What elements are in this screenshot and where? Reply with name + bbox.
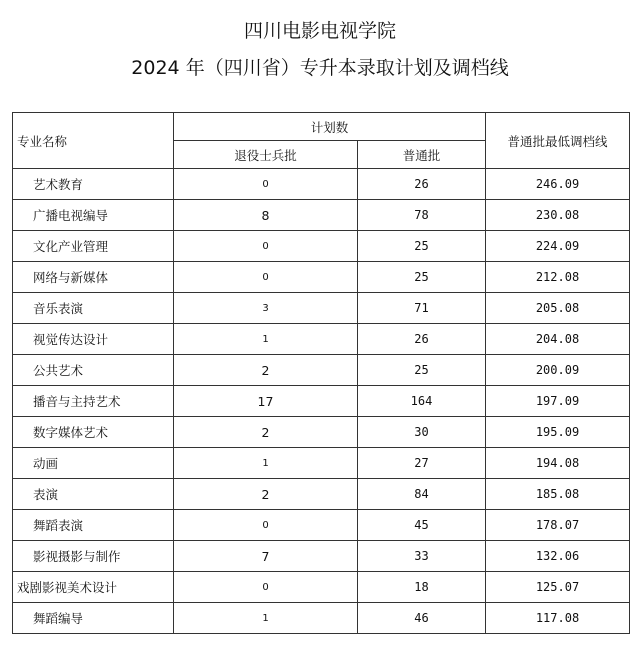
- cell-cutoff: 132.06: [486, 541, 630, 572]
- table-row: [13, 355, 630, 386]
- table-row: [13, 386, 630, 417]
- cell-regular: 25: [358, 262, 486, 293]
- table-row: [13, 510, 630, 541]
- cell-veteran: 7: [174, 541, 358, 572]
- cell-regular: 78: [358, 200, 486, 231]
- cell-major: 音乐表演: [13, 293, 174, 324]
- cell-veteran: 1: [174, 448, 358, 479]
- cell-cutoff: 200.09: [486, 355, 630, 386]
- cell-cutoff: 224.09: [486, 231, 630, 262]
- table-row: [13, 293, 630, 324]
- cell-regular: 26: [358, 324, 486, 355]
- cell-cutoff: 212.08: [486, 262, 630, 293]
- cell-cutoff: 125.07: [486, 572, 630, 603]
- cell-major: 舞蹈编导: [13, 603, 174, 634]
- cell-veteran: 3: [174, 293, 358, 324]
- cell-cutoff: 178.07: [486, 510, 630, 541]
- cell-regular: 33: [358, 541, 486, 572]
- cell-cutoff: 205.08: [486, 293, 630, 324]
- cell-major: 舞蹈表演: [13, 510, 174, 541]
- cell-cutoff: 230.08: [486, 200, 630, 231]
- cell-cutoff: 117.08: [486, 603, 630, 634]
- cell-regular: 71: [358, 293, 486, 324]
- cell-major: 广播电视编导: [13, 200, 174, 231]
- cell-cutoff: 194.08: [486, 448, 630, 479]
- page-subtitle: 2024 年（四川省）专升本录取计划及调档线: [131, 57, 509, 79]
- table-body: [13, 169, 630, 634]
- table-row: [13, 324, 630, 355]
- cell-veteran: 2: [174, 355, 358, 386]
- cell-veteran: 1: [174, 603, 358, 634]
- cell-veteran: 1: [174, 324, 358, 355]
- table-row: [13, 603, 630, 634]
- cell-regular: 26: [358, 169, 486, 200]
- cell-regular: 27: [358, 448, 486, 479]
- cell-regular: 45: [358, 510, 486, 541]
- cell-regular: 164: [358, 386, 486, 417]
- table-row: [13, 479, 630, 510]
- cell-cutoff: 204.08: [486, 324, 630, 355]
- cell-veteran: 2: [174, 479, 358, 510]
- cell-regular: 25: [358, 355, 486, 386]
- cell-cutoff: 195.09: [486, 417, 630, 448]
- cell-major: 播音与主持艺术: [13, 386, 174, 417]
- table-row: [13, 200, 630, 231]
- cell-major: 动画: [13, 448, 174, 479]
- cell-veteran: 0: [174, 262, 358, 293]
- header-major: 专业名称: [13, 113, 174, 169]
- cell-veteran: 0: [174, 510, 358, 541]
- cell-veteran: 0: [174, 572, 358, 603]
- cell-veteran: 0: [174, 169, 358, 200]
- table-row: [13, 262, 630, 293]
- cell-major: 艺术教育: [13, 169, 174, 200]
- cell-regular: 46: [358, 603, 486, 634]
- cell-regular: 25: [358, 231, 486, 262]
- header-regular: 普通批: [358, 141, 486, 169]
- cell-regular: 18: [358, 572, 486, 603]
- table-row: [13, 169, 630, 200]
- admission-table: [12, 112, 630, 634]
- cell-major: 影视摄影与制作: [13, 541, 174, 572]
- cell-major: 表演: [13, 479, 174, 510]
- table-row: [13, 448, 630, 479]
- cell-veteran: 0: [174, 231, 358, 262]
- cell-cutoff: 197.09: [486, 386, 630, 417]
- table-row: [13, 231, 630, 262]
- cell-major: 数字媒体艺术: [13, 417, 174, 448]
- table-row: [13, 417, 630, 448]
- cell-cutoff: 246.09: [486, 169, 630, 200]
- cell-cutoff: 185.08: [486, 479, 630, 510]
- cell-regular: 84: [358, 479, 486, 510]
- header-cutoff: 普通批最低调档线: [486, 113, 630, 169]
- cell-veteran: 2: [174, 417, 358, 448]
- cell-veteran: 8: [174, 200, 358, 231]
- header-plan: 计划数: [174, 113, 486, 141]
- table-row: [13, 572, 630, 603]
- header-veteran: 退役士兵批: [174, 141, 358, 169]
- cell-major: 网络与新媒体: [13, 262, 174, 293]
- cell-major: 公共艺术: [13, 355, 174, 386]
- cell-veteran: 17: [174, 386, 358, 417]
- cell-major: 文化产业管理: [13, 231, 174, 262]
- cell-major: 视觉传达设计: [13, 324, 174, 355]
- cell-major: 戏剧影视美术设计: [13, 572, 174, 603]
- cell-regular: 30: [358, 417, 486, 448]
- table-row: [13, 541, 630, 572]
- page-title: 四川电影电视学院: [243, 20, 396, 42]
